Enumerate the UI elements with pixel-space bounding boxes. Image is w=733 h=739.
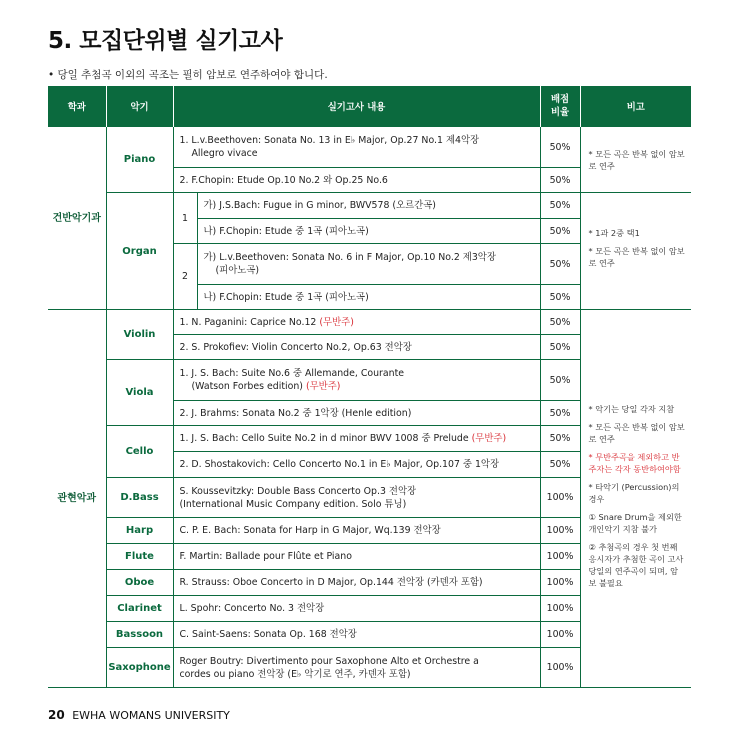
inst-harp: Harp [106,518,173,544]
piece-organ-4: 나) F.Chopin: Etude 중 1곡 (피아노곡) [197,285,540,310]
remark-line: ① Snare Drum을 제외한 개인악기 지참 불가 [588,511,682,534]
unaccompanied-label: (무반주) [471,433,507,444]
rate: 50% [540,310,580,335]
piece-text: (Watson Forbes edition) [191,381,306,392]
piece-text: Roger Boutry: Divertimento pour Saxophone Alto et Orchestre a [179,655,479,667]
rate: 50% [540,168,580,193]
rate: 100% [540,518,580,544]
rate: 50% [540,244,580,285]
remark-piano: * 모든 곡은 반복 없이 암보로 연주 [580,127,691,193]
rate: 100% [540,596,580,622]
header-rate-1: 배점 [550,94,570,105]
rate: 50% [540,401,580,426]
inst-saxophone: Saxophone [106,648,173,688]
piece-saxophone [173,648,540,688]
piece-text: cordes ou piano 전악장 (E♭ 악기로 연주, 카덴자 포함) [179,668,411,680]
table-row [48,193,691,219]
remark-line: ② 추첨곡의 경우 첫 번째 응시자가 추첨한 곡이 고사 당일의 연주곡이 되며, 암보 불필요 [588,541,684,588]
rate: 100% [540,622,580,648]
piece-violin-1 [173,310,540,335]
remark-line: * 타악기 (Percussion)의 경우 [588,481,680,504]
remark-organ [580,193,691,310]
remark-line: * 모든 곡은 반복 없이 암보로 연주 [588,246,685,268]
header-content: 실기고사 내용 [173,86,540,127]
inst-flute: Flute [106,544,173,570]
piece-harp: C. P. E. Bach: Sonata for Harp in G Major, Wq.139 전악장 [173,518,540,544]
piece-bassoon: C. Saint-Saens: Sonata Op. 168 전악장 [173,622,540,648]
piece-violin-2: 2. S. Prokofiev: Violin Concerto No.2, Op.63 전악장 [173,335,540,360]
piece-flute: F. Martin: Ballade pour Flûte et Piano [173,544,540,570]
piece-clarinet: L. Spohr: Concerto No. 3 전악장 [173,596,540,622]
piece-dbass [173,478,540,518]
unaccompanied-label: (무반주) [305,381,341,392]
remark-line: * 무반주곡을 제외하고 반주자는 각자 동반하여야함 [588,451,681,474]
rate: 50% [540,335,580,360]
inst-oboe: Oboe [106,570,173,596]
rate: 100% [540,648,580,688]
piece-organ-2: 나) F.Chopin: Etude 중 1곡 (피아노곡) [197,219,540,244]
piece-oboe: R. Strauss: Oboe Concerto in D Major, Op.144 전악장 (카덴자 포함) [173,570,540,596]
header-rate-2: 비율 [550,107,570,118]
rate: 100% [540,544,580,570]
remark-line: * 모든 곡은 반복 없이 암보로 연주 [588,421,685,444]
rate: 50% [540,360,580,401]
inst-cello: Cello [106,426,173,478]
rate: 50% [540,219,580,244]
organ-option-2: 2 [173,244,197,310]
page-number: 20 [48,708,65,722]
piece-cello-1 [173,426,540,452]
piece-organ-3 [197,244,540,285]
piece-text: 1. J. S. Bach: Suite No.6 중 Allemande, Courante [179,368,405,379]
table-row [48,127,691,168]
inst-viola: Viola [106,360,173,426]
piece-text: 1. L.v.Beethoven: Sonata No. 13 in E♭ Major, Op.27 No.1 제4악장 [179,135,480,146]
organ-option-1: 1 [173,193,197,244]
table-row [48,310,691,335]
rate: 100% [540,570,580,596]
piece-text: 1. J. S. Bach: Cello Suite No.2 in d minor BWV 1008 중 Prelude [179,433,472,444]
piece-text: 가) L.v.Beethoven: Sonata No. 6 in F Major, Op.10 No.2 제3악장 [203,252,496,263]
piece-piano-1 [173,127,540,168]
piece-text: S. Koussevitzky: Double Bass Concerto Op.3 전악장 [179,485,417,497]
piece-text: (International Music Company edition. Solo 튜닝) [179,498,407,510]
rate: 50% [540,193,580,219]
piece-piano-2: 2. F.Chopin: Etude Op.10 No.2 와 Op.25 No.6 [173,168,540,193]
inst-violin: Violin [106,310,173,360]
table-header [48,86,691,127]
inst-bassoon: Bassoon [106,622,173,648]
note-text: • 당일 추첨곡 이외의 곡조는 필히 암보로 연주하여야 합니다. [48,69,328,81]
inst-dbass: D.Bass [106,478,173,518]
header-inst: 악기 [106,86,173,127]
page-footer [48,708,230,722]
header-remark: 비고 [580,86,691,127]
rate: 100% [540,478,580,518]
rate: 50% [540,426,580,452]
unaccompanied-label: (무반주) [319,316,354,328]
dept-keyboard: 건반악기과 [48,127,106,310]
header-rate [540,86,580,127]
exam-table [48,86,691,688]
piece-organ-1: 가) J.S.Bach: Fugue in G minor, BWV578 (오르간곡) [197,193,540,219]
piece-text: (피아노곡) [215,265,260,276]
header-dept: 학과 [48,86,106,127]
remark-line: * 1과 2중 택1 [588,228,640,238]
rate: 50% [540,452,580,478]
inst-clarinet: Clarinet [106,596,173,622]
university-name: EWHA WOMANS UNIVERSITY [72,709,230,722]
page-title: 5. 모집단위별 실기고사 [48,28,283,54]
piece-viola-2: 2. J. Brahms: Sonata No.2 중 1악장 (Henle edition) [173,401,540,426]
inst-piano: Piano [106,127,173,193]
inst-organ: Organ [106,193,173,310]
rate: 50% [540,285,580,310]
piece-viola-1 [173,360,540,401]
remark-line: * 악기는 당일 각자 지참 [588,403,675,414]
piece-text: 1. N. Paganini: Caprice No.12 [179,316,320,328]
dept-orchestra: 관현악과 [48,310,106,688]
piece-text: Allegro vivace [191,148,258,159]
piece-cello-2: 2. D. Shostakovich: Cello Concerto No.1 in E♭ Major, Op.107 중 1악장 [173,452,540,478]
rate: 50% [540,127,580,168]
remark-orchestra [580,310,691,688]
